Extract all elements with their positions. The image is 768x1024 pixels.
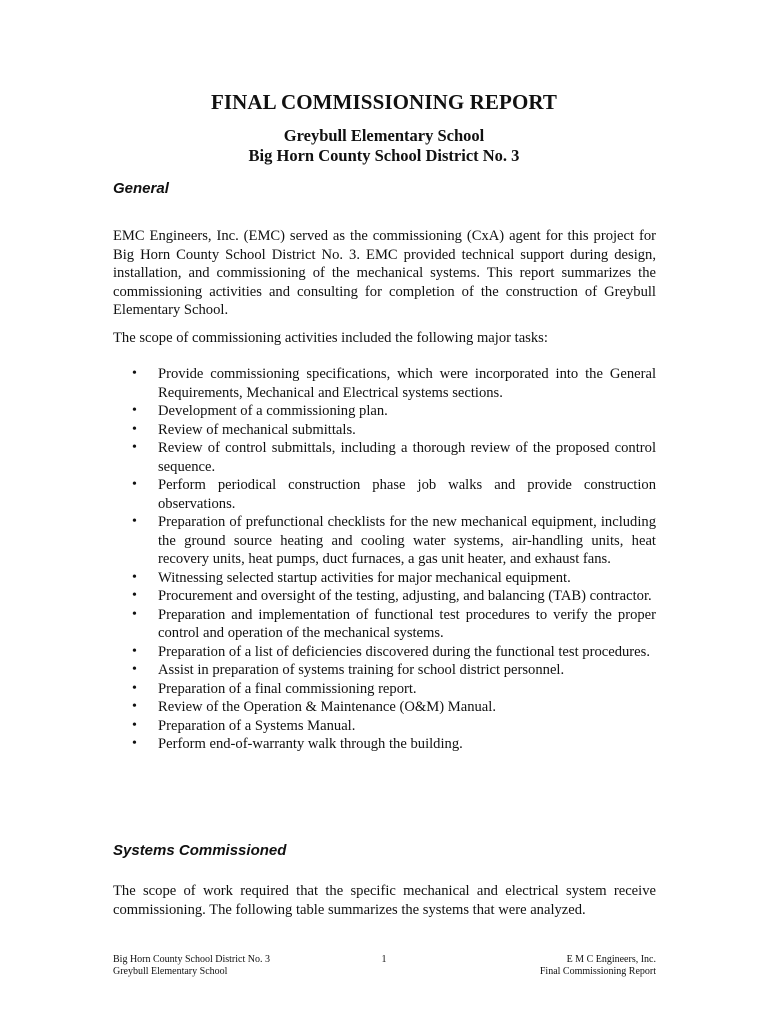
bullet-icon: • [132, 606, 137, 622]
task-text: Perform end-of-warranty walk through the building. [158, 736, 463, 752]
bullet-icon: • [132, 699, 137, 714]
list-item [113, 402, 656, 421]
page-title: FINAL COMMISSIONING REPORT [210, 90, 558, 114]
list-item [113, 606, 656, 643]
list-item [113, 476, 656, 513]
general-heading: General [113, 180, 169, 197]
task-text: Review of mechanical submittals. [158, 421, 356, 438]
task-text: Preparation of prefunctional checklists for the new mechanical equipment, including the ground source heating and cooling water systems, air-handling units, heat recovery units, heat pumps, duct furnaces, a gas unit heater, and exhaust fans. [158, 514, 656, 567]
footer-page-number [334, 954, 434, 966]
task-text: Preparation of a list of deficiencies discovered during the functional test procedures. [158, 643, 650, 660]
list-item [113, 698, 656, 717]
bullet-icon: • [132, 421, 137, 437]
list-item [113, 365, 656, 402]
bullet-icon: • [132, 514, 137, 529]
task-text: Witnessing selected startup activities for major mechanical equipment. [158, 569, 571, 586]
footer-left [113, 954, 270, 978]
list-item [113, 421, 656, 440]
footer-school: Greybull Elementary School [113, 966, 228, 977]
list-item [113, 439, 656, 476]
general-paragraph: EMC Engineers, Inc. (EMC) served as the commissioning (CxA) agent for this project for Big Horn County School District No. 3. EMC provided technical support during design, installation, and commissioning of the mechanical systems. This report summarizes the commissioning activities and consulting for completion of the construction of Greybull Elementary School. [113, 228, 656, 318]
task-text: Preparation of a Systems Manual. [158, 717, 356, 734]
scope-intro: The scope of commissioning activities included the following major tasks: [113, 330, 548, 346]
list-item [113, 717, 656, 736]
task-text: Review of control submittals, including a thorough review of the proposed control sequence. [158, 440, 656, 475]
bullet-icon: • [132, 680, 137, 696]
list-item [113, 735, 656, 754]
bullet-icon: • [132, 643, 137, 659]
bullet-icon: • [132, 403, 137, 418]
school-name: Greybull Elementary School [283, 126, 485, 145]
task-list [113, 365, 656, 754]
footer-right [540, 954, 656, 978]
list-item [113, 513, 656, 569]
list-item [113, 643, 656, 662]
systems-paragraph: The scope of work required that the specific mechanical and electrical system receive commissioning. The following table summarizes the systems that were analyzed. [113, 883, 656, 918]
list-item [113, 587, 656, 606]
bullet-icon: • [132, 717, 137, 733]
systems-heading: Systems Commissioned [113, 842, 287, 859]
bullet-icon: • [132, 662, 137, 677]
task-text: Preparation of a final commissioning report. [158, 680, 417, 697]
footer-company: E M C Engineers, Inc. [566, 954, 656, 965]
bullet-icon: • [132, 477, 137, 492]
bullet-icon: • [132, 736, 137, 751]
list-item [113, 569, 656, 588]
district-name: Big Horn County School District No. 3 [248, 146, 520, 165]
list-item [113, 680, 656, 699]
task-text: Development of a commissioning plan. [158, 403, 388, 419]
task-text: Review of the Operation & Maintenance (O&M) Manual. [158, 699, 496, 715]
footer-district: Big Horn County School District No. 3 [113, 954, 270, 965]
bullet-icon: • [132, 366, 137, 381]
page-number: 1 [381, 954, 387, 965]
task-text: Perform periodical construction phase job walks and provide construction observations. [158, 477, 656, 512]
task-text: Assist in preparation of systems training for school district personnel. [158, 662, 565, 678]
bullet-icon: • [132, 569, 137, 585]
task-text: Provide commissioning specifications, which were incorporated into the General Requirements, Mechanical and Electrical systems sections. [158, 366, 656, 401]
footer-report-name: Final Commissioning Report [539, 966, 656, 977]
list-item [113, 661, 656, 680]
task-text: Procurement and oversight of the testing, adjusting, and balancing (TAB) contractor. [158, 588, 652, 604]
bullet-icon: • [132, 588, 137, 603]
task-text: Preparation and implementation of functional test procedures to verify the proper control and operation of the mechanical systems. [158, 606, 656, 641]
bullet-icon: • [132, 440, 137, 455]
